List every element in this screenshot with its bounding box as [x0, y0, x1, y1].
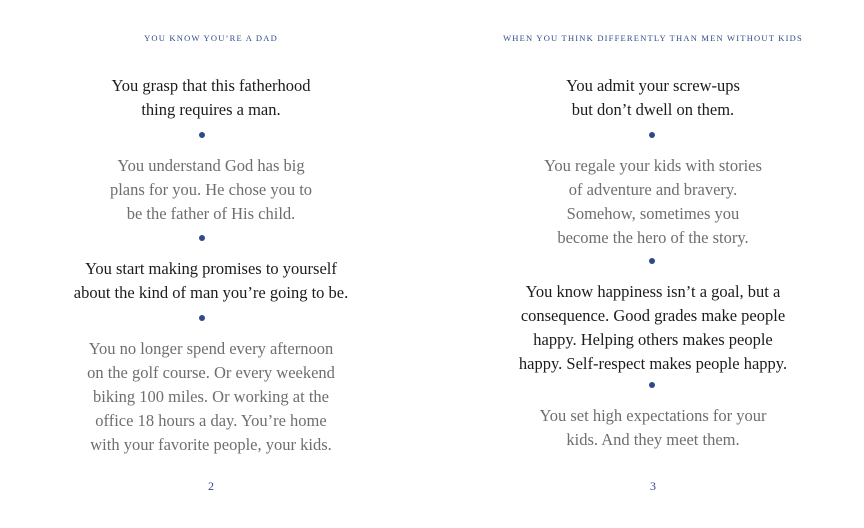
text-line: of adventure and bravery.: [568, 180, 738, 199]
right-block-4: [442, 404, 864, 452]
bullet-dot-icon: [199, 235, 205, 241]
text-line: You grasp that this fatherhood: [111, 76, 311, 95]
right-block-3: [442, 280, 864, 376]
text-line: You admit your screw-ups: [566, 76, 740, 95]
text-line: You know happiness isn’t a goal, but a: [525, 282, 781, 301]
left-page-number: 2: [208, 479, 214, 493]
text-line: consequence. Good grades make people: [520, 306, 786, 325]
left-block-1: [0, 74, 432, 122]
text-line: about the kind of man you’re going to be.: [73, 283, 349, 302]
right-page: [432, 0, 864, 528]
bullet-dot-icon: [649, 258, 655, 264]
left-block-3: [0, 257, 432, 305]
text-line: happy. Self-respect makes people happy.: [518, 354, 788, 373]
text-line: You set high expectations for your: [539, 406, 767, 425]
text-line: with your favorite people, your kids.: [90, 435, 332, 454]
right-running-head: WHEN YOU THINK DIFFERENTLY THAN MEN WITHOUT KIDS: [503, 33, 803, 43]
text-line: but don’t dwell on them.: [571, 100, 735, 119]
bullet-dot-icon: [649, 382, 655, 388]
text-line: on the golf course. Or every weekend: [87, 363, 335, 382]
text-line: biking 100 miles. Or working at the: [92, 387, 329, 406]
text-line: happy. Helping others makes people: [533, 330, 773, 349]
text-line: You start making promises to yourself: [85, 259, 337, 278]
text-line: You understand God has big: [117, 156, 305, 175]
right-page-number: 3: [650, 479, 656, 493]
bullet-dot-icon: [199, 132, 205, 138]
text-line: be the father of His child.: [126, 204, 296, 223]
left-block-2: [0, 154, 432, 226]
text-line: You regale your kids with stories: [544, 156, 762, 175]
bullet-dot-icon: [649, 132, 655, 138]
left-block-4: [0, 337, 432, 457]
left-running-head: YOU KNOW YOU’RE A DAD: [144, 33, 278, 43]
text-line: plans for you. He chose you to: [109, 180, 313, 199]
right-block-1: [442, 74, 864, 122]
right-block-2: [442, 154, 864, 250]
text-line: become the hero of the story.: [557, 228, 749, 247]
text-line: Somehow, sometimes you: [566, 204, 740, 223]
text-line: office 18 hours a day. You’re home: [95, 411, 327, 430]
text-line: thing requires a man.: [141, 100, 281, 119]
text-line: You no longer spend every afternoon: [88, 339, 334, 358]
bullet-dot-icon: [199, 315, 205, 321]
text-line: kids. And they meet them.: [566, 430, 740, 449]
